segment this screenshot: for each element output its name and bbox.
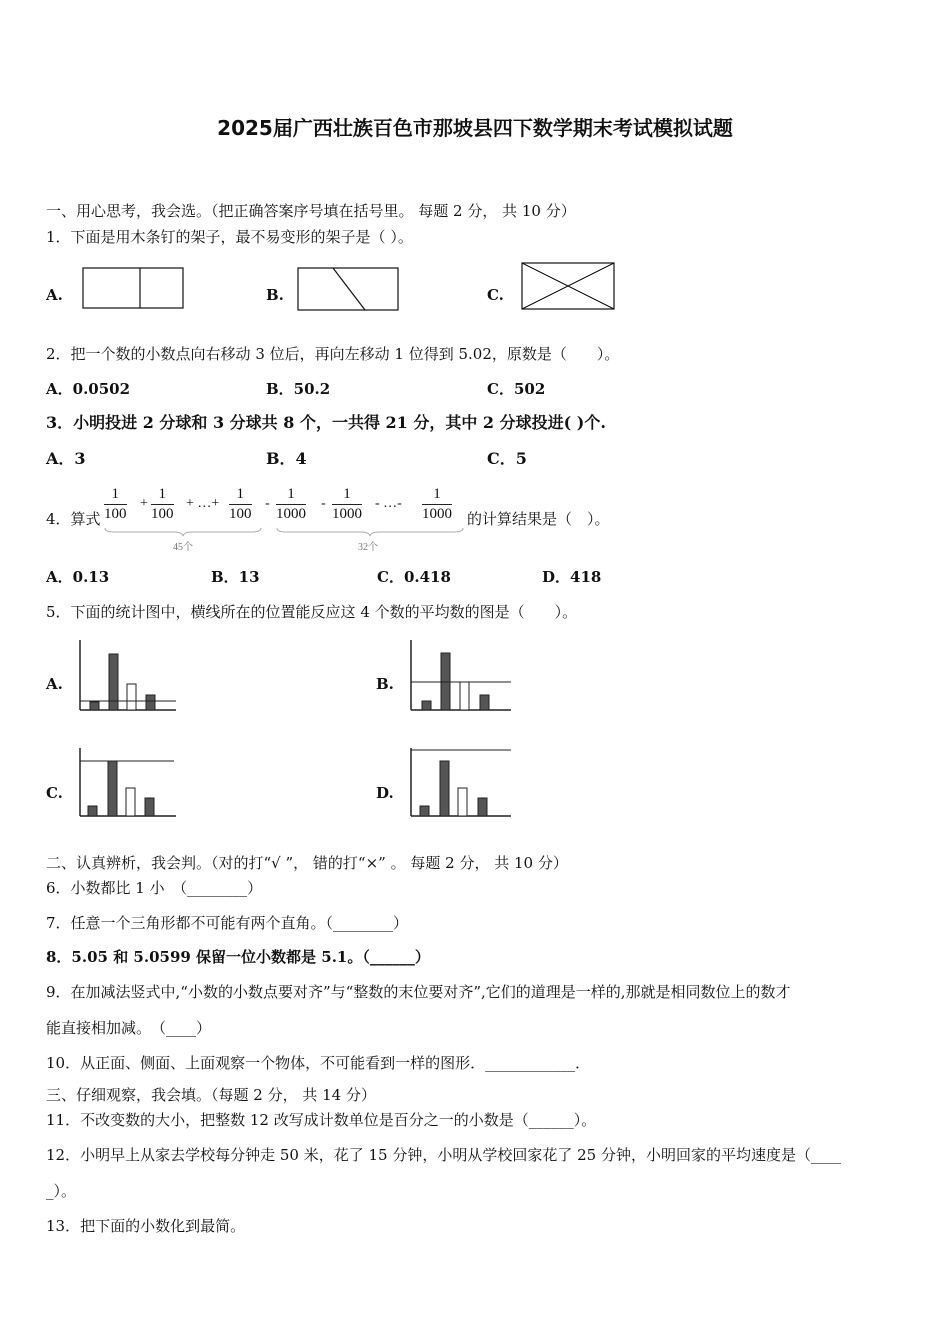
q5-chart-a <box>78 638 178 713</box>
q4-numerator: 1 <box>104 485 127 505</box>
q4-option-c: C．0.418 <box>377 568 451 586</box>
question-1: 1．下面是用木条钉的架子，最不易变形的架子是（ ）。 <box>46 228 413 246</box>
q4-ellipsis-minus: - …- <box>375 496 402 511</box>
q4-denominator: 1000 <box>332 506 362 522</box>
q4-prefix: 4．算式 <box>46 510 101 528</box>
section1-heading: 一、用心思考，我会选。（把正确答案序号填在括号里。 每题 2 分， 共 10 分） <box>46 202 576 220</box>
q2-option-c: C．502 <box>487 380 546 398</box>
question-12-line-2: _）。 <box>46 1182 77 1200</box>
q5-chart-c <box>78 746 178 820</box>
q4-numerator: 1 <box>229 485 252 505</box>
question-6: 6．小数都比 1 小 （________） <box>46 879 263 897</box>
q4-denominator: 100 <box>151 506 174 522</box>
q4-fraction-4 <box>276 485 306 524</box>
q1-option-b-label: B. <box>266 286 284 304</box>
q4-numerator: 1 <box>332 485 362 505</box>
q4-suffix: 的计算结果是（ ）。 <box>467 510 610 528</box>
q4-option-b: B．13 <box>211 568 260 586</box>
q1-option-a-label: A. <box>46 286 63 304</box>
question-13: 13．把下面的小数化到最简。 <box>46 1217 246 1235</box>
q2-option-b: B．50.2 <box>266 380 331 398</box>
question-8: 8．5.05 和 5.0599 保留一位小数都是 5.1。（______） <box>46 948 430 966</box>
question-3: 3．小明投进 2 分球和 3 分球共 8 个，一共得 21 分，其中 2 分球投进( )个. <box>46 413 606 432</box>
q1-frame-a <box>82 267 184 309</box>
q4-count-45: 45个 <box>173 542 193 553</box>
question-11: 11．不改变数的大小，把整数 12 改写成计数单位是百分之一的小数是（______）。 <box>46 1111 597 1129</box>
section2-heading: 二、认真辨析，我会判。（对的打“√ ”， 错的打“×” 。 每题 2 分， 共 10 分） <box>46 854 568 872</box>
q4-minus-sign: - <box>321 496 326 511</box>
question-10: 10．从正面、侧面、上面观察一个物体，不可能看到一样的图形．____________． <box>46 1054 591 1072</box>
page-title: 2025届广西壮族百色市那坡县四下数学期末考试模拟试题 <box>217 116 733 140</box>
q4-underbrace-2 <box>276 527 466 537</box>
q4-denominator: 100 <box>229 506 252 522</box>
q5-chart-b <box>409 638 514 713</box>
q4-minus-sign: - <box>265 496 270 511</box>
q4-denominator: 100 <box>104 506 127 522</box>
question-9-line-1: 9．在加减法竖式中,“小数的小数点要对齐”与“整数的末位要对齐”,它们的道理是一样的,那就是相同数位上的数才 <box>46 983 791 1001</box>
q2-option-a: A．0.0502 <box>46 380 131 398</box>
q4-option-d: D．418 <box>542 568 602 586</box>
q3-option-c: C．5 <box>487 449 527 468</box>
q4-count-32: 32个 <box>358 542 378 553</box>
question-12-line-1: 12．小明早上从家去学校每分钟走 50 米，花了 15 分钟，小明从学校回家花了 25 分钟，小明回家的平均速度是（____ <box>46 1146 841 1164</box>
q4-fraction-2 <box>151 485 174 524</box>
q3-option-b: B．4 <box>266 449 307 468</box>
q4-underbrace-1 <box>104 527 264 537</box>
q5-option-d-label: D. <box>376 784 394 802</box>
question-7: 7．任意一个三角形都不可能有两个直角。（________） <box>46 914 409 932</box>
q4-option-a: A．0.13 <box>46 568 110 586</box>
q4-numerator: 1 <box>276 485 306 505</box>
q3-option-a: A．3 <box>46 449 86 468</box>
q5-chart-d <box>409 746 514 820</box>
question-5: 5．下面的统计图中，横线所在的位置能反应这 4 个数的平均数的图是（ ）。 <box>46 603 578 621</box>
q4-ellipsis-plus: + …+ <box>186 496 220 511</box>
q4-denominator: 1000 <box>276 506 306 522</box>
q1-frame-b <box>297 267 399 311</box>
q4-denominator: 1000 <box>422 506 452 522</box>
q4-fraction-3 <box>229 485 252 524</box>
q4-fraction-1 <box>104 485 127 524</box>
q4-plus-sign: + <box>140 496 148 511</box>
q1-frame-c <box>521 262 615 310</box>
q5-option-c-label: C. <box>46 784 63 802</box>
q4-fraction-5 <box>332 485 362 524</box>
q5-option-b-label: B. <box>376 675 394 693</box>
q4-numerator: 1 <box>422 485 452 505</box>
section3-heading: 三、仔细观察，我会填。（每题 2 分， 共 14 分） <box>46 1086 376 1104</box>
q1-option-c-label: C. <box>487 286 504 304</box>
q4-fraction-6 <box>422 485 452 524</box>
question-9-line-2: 能直接相加减。 （____） <box>46 1019 212 1037</box>
q4-numerator: 1 <box>151 485 174 505</box>
q5-option-a-label: A. <box>46 675 63 693</box>
question-2: 2．把一个数的小数点向右移动 3 位后，再向左移动 1 位得到 5.02，原数是（ ）。 <box>46 345 620 363</box>
